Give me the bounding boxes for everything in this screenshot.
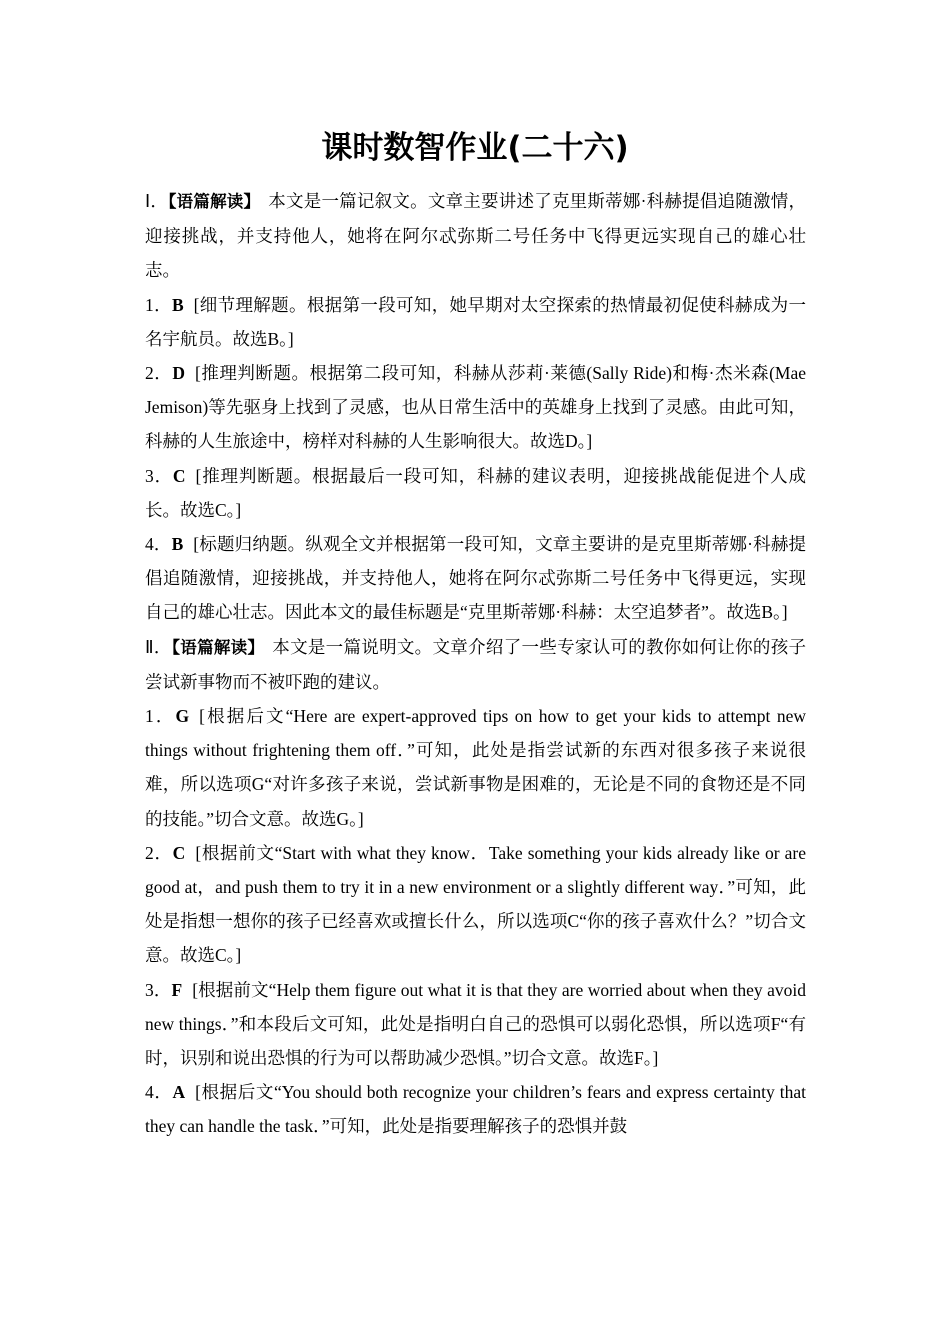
item-answer: C xyxy=(172,465,186,486)
item-explanation: [根据前文“Help them figure out what it is that they are worried about when they avoid new things．”和本段后文可知，此处是指明白自己的恐惧可以弱化恐惧，所以选项F“有时，识别和说出恐惧的行为可以帮助减少恐惧。”切合文意。故选F。] xyxy=(145,979,806,1069)
item-number: 1． xyxy=(145,706,176,727)
answer-item xyxy=(145,288,806,356)
item-number: 4． xyxy=(145,1082,173,1103)
answer-item xyxy=(145,1075,806,1143)
item-explanation: [根据后文“Here are expert-approved tips on how to get your kids to attempt new things without frightening them off．”可知，此处是指尝试新的东西对很多孩子来说很难，所以选项G“对许多孩子来说，尝试新事物是困难的，无论是不同的食物还是不同的技能。”切合文意。故选G。] xyxy=(145,706,806,829)
item-answer: C xyxy=(172,842,186,863)
section-header: 【语篇解读】 xyxy=(168,192,261,211)
item-explanation: [细节理解题。根据第一段可知，她早期对太空探索的热情最初促使科赫成为一名宇航员。故选B。] xyxy=(145,294,807,349)
section-roman-label: Ⅰ． xyxy=(145,191,169,211)
item-answer: B xyxy=(171,294,184,315)
section-1-intro xyxy=(145,184,806,288)
item-number: 3． xyxy=(145,465,173,486)
item-answer: D xyxy=(172,363,185,384)
item-answer: G xyxy=(175,706,190,727)
page-title: 课时数智作业(二十六) xyxy=(321,130,629,166)
section-intro-text: 本文是一篇说明文。文章介绍了一些专家认可的教你如何让你的孩子尝试新事物而不被吓跑的建议。 xyxy=(145,636,806,692)
item-number: 4． xyxy=(145,534,172,555)
item-number: 2． xyxy=(145,842,173,863)
item-answer: A xyxy=(172,1082,186,1103)
section-intro-text: 本文是一篇记叙文。文章主要讲述了克里斯蒂娜·科赫提倡追随激情，迎接挑战，并支持他人，她将在阿尔忒弥斯二号任务中飞得更远实现自己的雄心壮志。 xyxy=(145,191,806,281)
answer-content xyxy=(145,184,806,1144)
answer-item xyxy=(145,836,806,973)
answer-item xyxy=(145,459,806,527)
item-answer: B xyxy=(171,534,184,555)
item-number: 1． xyxy=(145,294,172,315)
item-number: 2． xyxy=(145,363,173,384)
section-header: 【语篇解读】 xyxy=(171,637,265,657)
item-answer: F xyxy=(171,979,183,1000)
answer-item xyxy=(145,973,806,1076)
answer-item xyxy=(145,699,806,836)
item-number: 3． xyxy=(145,979,172,1000)
answer-item xyxy=(145,527,806,630)
item-explanation: [推理判断题。根据最后一段可知，科赫的建议表明，迎接挑战能促进个人成长。故选C。] xyxy=(145,465,807,520)
item-explanation: [根据前文“Start with what they know．Take something your kids already like or are good at，and push them to try it in a new environment or a slightly different way．”可知，此处是指想一想你的孩子已经喜欢或擅长什么，所以选项C“你的孩子喜欢什么？”切合文意。故选C。] xyxy=(145,842,807,966)
section-2-intro xyxy=(145,630,806,699)
item-explanation: [根据后文“You should both recognize your children’s fears and express certainty that they can handle the task．”可知，此处是指要理解孩子的恐惧并鼓 xyxy=(145,1082,806,1137)
answer-item xyxy=(145,356,806,459)
item-explanation: [标题归纳题。纵观全文并根据第一段可知，文章主要讲的是克里斯蒂娜·科赫提倡追随激情，迎接挑战，并支持他人，她将在阿尔忒弥斯二号任务中飞得更远，实现自己的雄心壮志。因此本文的最佳标题是“克里斯蒂娜·科赫：太空追梦者”。故选B。] xyxy=(145,534,807,623)
section-roman-label: Ⅱ． xyxy=(145,636,172,657)
item-explanation: [推理判断题。根据第二段可知，科赫从莎莉·莱德(Sally Ride)和梅·杰米森(Mae Jemison)等先驱身上找到了灵感，也从日常生活中的英雄身上找到了灵感。由此可知，科赫的人生旅途中，榜样对科赫的人生影响很大。故选D。] xyxy=(145,363,806,452)
